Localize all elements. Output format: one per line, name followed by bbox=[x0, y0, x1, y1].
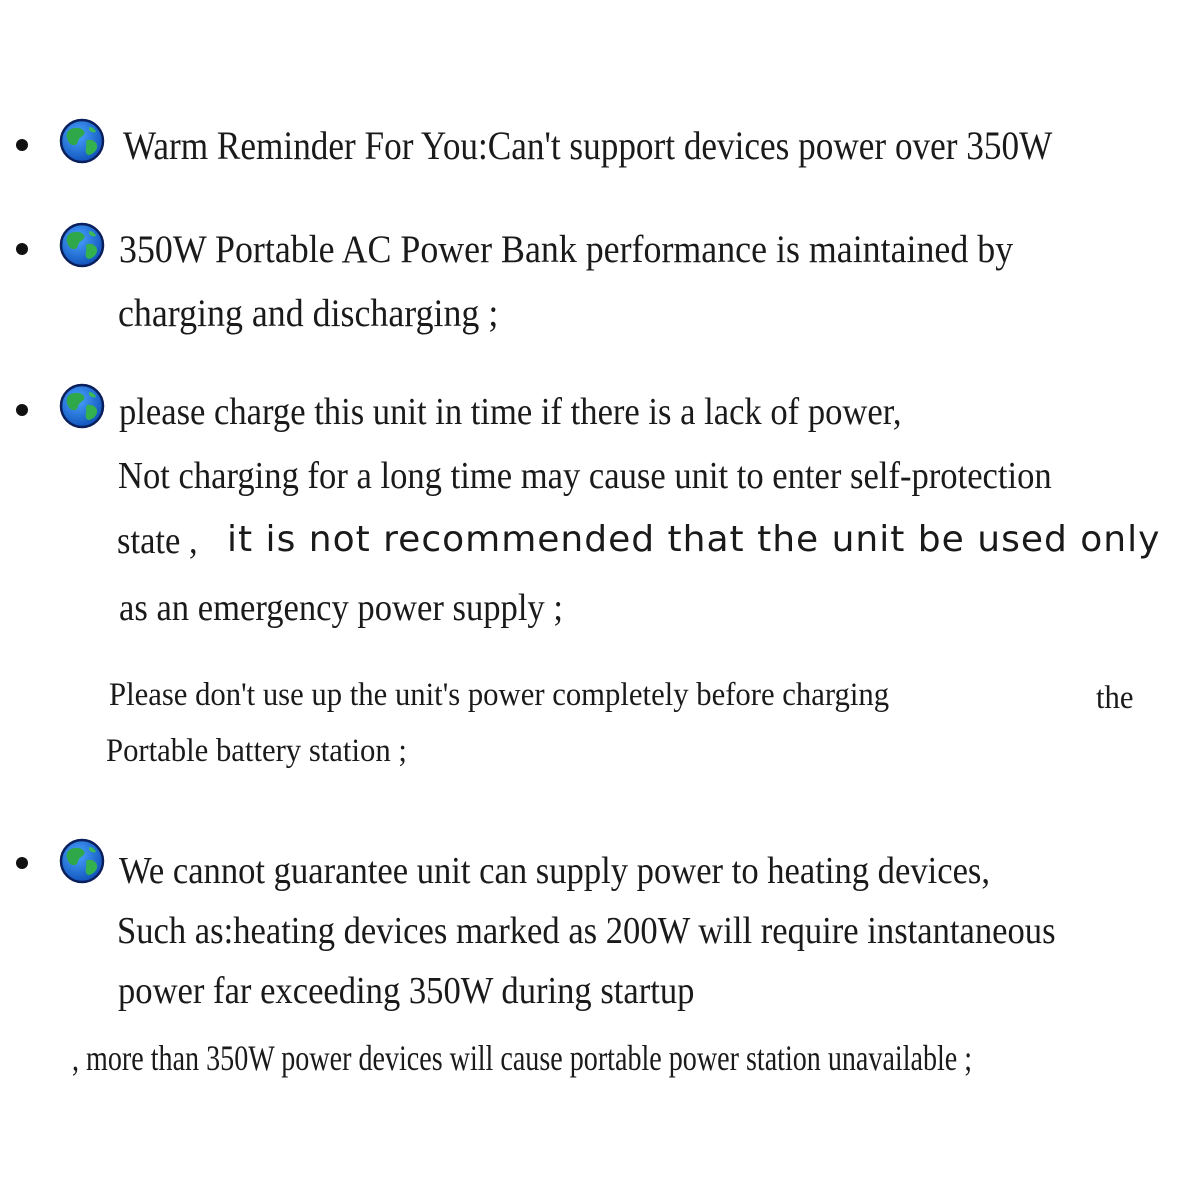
note-line-1: Please don't use up the unit's power completely before charging bbox=[109, 677, 890, 713]
item-2-line-2: charging and discharging ; bbox=[118, 292, 499, 335]
item-3-line-4: as an emergency power supply ; bbox=[119, 587, 563, 629]
bullet-dot bbox=[16, 243, 28, 255]
globe-icon bbox=[59, 222, 105, 268]
bullet-dot bbox=[16, 857, 28, 869]
globe-icon bbox=[59, 118, 105, 164]
item-3-line-1: please charge this unit in time if there is a lack of power, bbox=[119, 391, 902, 433]
globe-icon bbox=[59, 838, 105, 884]
item-3-line-3a: state , bbox=[117, 520, 198, 562]
item-3-line-3b: it is not recommended that the unit be used only bbox=[227, 519, 1161, 560]
item-4-line-1: We cannot guarantee unit can supply power to heating devices, bbox=[119, 850, 991, 892]
item-1-line-1: Warm Reminder For You:Can't support devices power over 350W bbox=[123, 123, 1053, 168]
item-2-line-1: 350W Portable AC Power Bank performance is maintained by bbox=[119, 228, 1014, 271]
note-line-2: Portable battery station ; bbox=[106, 733, 407, 769]
bullet-dot bbox=[16, 404, 28, 416]
item-4-line-4: , more than 350W power devices will cause portable power station unavailable ; bbox=[72, 1038, 973, 1078]
item-3-line-2: Not charging for a long time may cause unit to enter self-protection bbox=[118, 455, 1052, 497]
item-4-line-2: Such as:heating devices marked as 200W will require instantaneous bbox=[117, 910, 1056, 952]
note-line-1-tail: the bbox=[1096, 680, 1134, 716]
globe-icon bbox=[59, 383, 105, 429]
item-4-line-3: power far exceeding 350W during startup bbox=[118, 970, 695, 1012]
bullet-dot bbox=[16, 139, 28, 151]
